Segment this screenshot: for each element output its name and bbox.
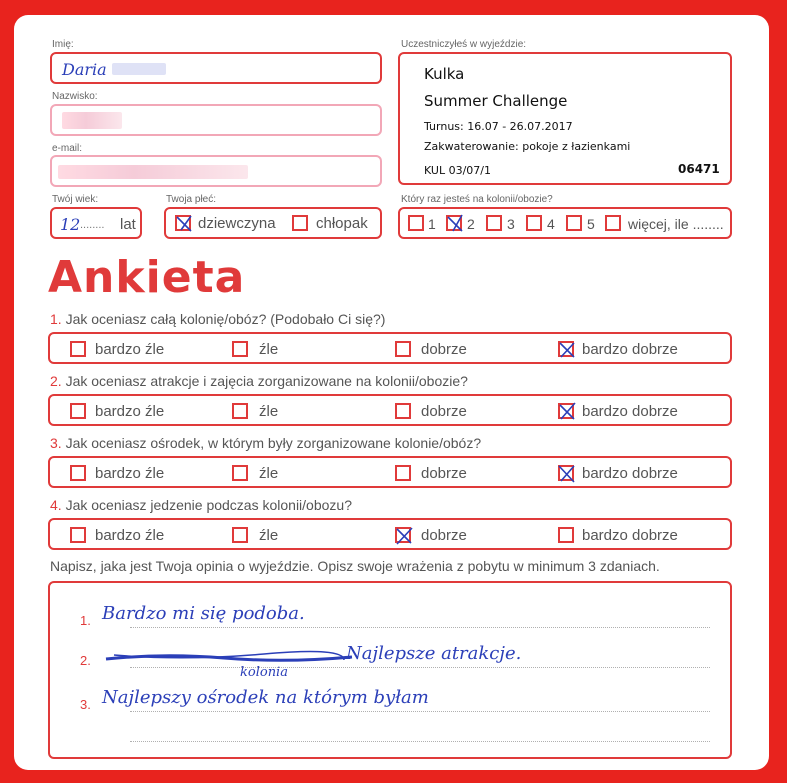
crossed-out-text xyxy=(104,647,354,667)
ruled-line xyxy=(130,741,710,742)
q1-bad-label: źle xyxy=(259,341,279,358)
ruled-line xyxy=(130,667,710,668)
redacted-surname xyxy=(62,112,122,129)
ruled-line xyxy=(130,711,710,712)
question-3-options xyxy=(48,456,732,488)
q4-good-checkbox[interactable] xyxy=(395,527,411,543)
times-more-label: więcej, ile ........ xyxy=(628,216,724,232)
times-3-checkbox[interactable] xyxy=(486,215,502,231)
times-3-label: 3 xyxy=(507,216,515,232)
q2-good-label: dobrze xyxy=(421,403,467,420)
age-field[interactable] xyxy=(50,207,142,239)
q4-very-good-checkbox[interactable] xyxy=(558,527,574,543)
opinion-line-3-number: 3. xyxy=(80,697,91,712)
age-dots: ........ xyxy=(80,219,105,231)
question-1-options xyxy=(48,332,732,364)
q4-bad-label: źle xyxy=(259,527,279,544)
strikethrough-scribble-icon xyxy=(104,647,354,667)
q4-good-label: dobrze xyxy=(421,527,467,544)
gender-girl-checkbox[interactable] xyxy=(175,215,191,231)
q2-very-bad-label: bardzo źle xyxy=(95,403,165,420)
question-1-text: Jak oceniasz całą kolonię/obóz? (Podobało Ci się?) xyxy=(65,311,386,327)
ruled-line xyxy=(130,627,710,628)
q1-very-bad-label: bardzo źle xyxy=(95,341,165,358)
redacted-surname-scribble xyxy=(112,63,166,75)
question-4-text: Jak oceniasz jedzenie podczas kolonii/obozu? xyxy=(65,497,352,513)
times-field xyxy=(398,207,732,239)
q2-good-checkbox[interactable] xyxy=(395,403,411,419)
q3-bad-checkbox[interactable] xyxy=(232,465,248,481)
question-1-number: 1. xyxy=(50,311,62,327)
question-3-number: 3. xyxy=(50,435,62,451)
times-2-checkbox[interactable] xyxy=(446,215,462,231)
q3-very-bad-checkbox[interactable] xyxy=(70,465,86,481)
opinion-line-3-insert: kolonia xyxy=(240,665,288,680)
surname-field[interactable] xyxy=(50,104,382,136)
name-field[interactable] xyxy=(50,52,382,84)
checkmark-icon xyxy=(556,401,578,423)
question-4 xyxy=(50,497,352,513)
q1-very-bad-checkbox[interactable] xyxy=(70,341,86,357)
opinion-prompt: Napisz, jaka jest Twoja opinia o wyjeździe. Opisz swoje wrażenia z pobytu w minimum 3 zdaniach. xyxy=(50,558,660,574)
survey-sheet xyxy=(14,15,769,770)
question-2-number: 2. xyxy=(50,373,62,389)
q1-good-checkbox[interactable] xyxy=(395,341,411,357)
q4-very-bad-label: bardzo źle xyxy=(95,527,165,544)
q3-bad-label: źle xyxy=(259,465,279,482)
q2-very-bad-checkbox[interactable] xyxy=(70,403,86,419)
opinion-line-2-text: Najlepsze atrakcje. xyxy=(346,643,522,664)
question-2-text: Jak oceniasz atrakcje i zajęcia zorganizowane na kolonii/obozie? xyxy=(65,373,468,389)
trip-number: 06471 xyxy=(678,162,720,176)
checkmark-icon xyxy=(393,525,415,547)
question-3-text: Jak oceniasz ośrodek, w którym były zorganizowane kolonie/obóz? xyxy=(65,435,482,451)
q1-very-good-label: bardzo dobrze xyxy=(582,341,678,358)
trip-turnus: Turnus: 16.07 - 26.07.2017 xyxy=(424,120,573,133)
trip-label: Uczestniczyłeś w wyjeździe: xyxy=(401,39,527,50)
opinion-line-1-number: 1. xyxy=(80,613,91,628)
opinion-line-2-number: 2. xyxy=(80,653,91,668)
name-label: Imię: xyxy=(52,39,74,50)
times-4-checkbox[interactable] xyxy=(526,215,542,231)
opinion-box[interactable] xyxy=(48,581,732,759)
question-2 xyxy=(50,373,468,389)
q1-good-label: dobrze xyxy=(421,341,467,358)
q3-good-label: dobrze xyxy=(421,465,467,482)
trip-box xyxy=(398,52,732,185)
q1-bad-checkbox[interactable] xyxy=(232,341,248,357)
checkmark-icon xyxy=(173,213,195,235)
age-value: 12 xyxy=(60,215,81,234)
email-field[interactable] xyxy=(50,155,382,187)
times-label: Który raz jesteś na kolonii/obozie? xyxy=(401,194,553,205)
email-label: e-mail: xyxy=(52,143,83,154)
gender-girl-label: dziewczyna xyxy=(198,215,276,232)
trip-lodging: Zakwaterowanie: pokoje z łazienkami xyxy=(424,140,631,153)
times-1-checkbox[interactable] xyxy=(408,215,424,231)
times-5-label: 5 xyxy=(587,216,595,232)
q2-bad-label: źle xyxy=(259,403,279,420)
times-4-label: 4 xyxy=(547,216,555,232)
q2-very-good-checkbox[interactable] xyxy=(558,403,574,419)
q4-very-good-label: bardzo dobrze xyxy=(582,527,678,544)
q4-bad-checkbox[interactable] xyxy=(232,527,248,543)
q2-very-good-label: bardzo dobrze xyxy=(582,403,678,420)
q3-very-bad-label: bardzo źle xyxy=(95,465,165,482)
redacted-email xyxy=(58,165,248,179)
checkmark-icon xyxy=(556,339,578,361)
q2-bad-checkbox[interactable] xyxy=(232,403,248,419)
gender-label: Twoja płeć: xyxy=(166,194,217,205)
q1-very-good-checkbox[interactable] xyxy=(558,341,574,357)
trip-code: KUL 03/07/1 xyxy=(424,164,491,177)
gender-field xyxy=(164,207,382,239)
times-more-checkbox[interactable] xyxy=(605,215,621,231)
times-5-checkbox[interactable] xyxy=(566,215,582,231)
age-unit: lat xyxy=(120,216,136,233)
checkmark-icon xyxy=(556,463,578,485)
times-1-label: 1 xyxy=(428,216,436,232)
question-1 xyxy=(50,311,385,327)
question-4-options xyxy=(48,518,732,550)
q3-good-checkbox[interactable] xyxy=(395,465,411,481)
trip-name-line2: Summer Challenge xyxy=(424,92,568,110)
surname-label: Nazwisko: xyxy=(52,91,98,102)
name-value: Daria xyxy=(62,60,107,79)
page-title: Ankieta xyxy=(48,252,246,303)
opinion-line-3-text: Najlepszy ośrodek na którym byłam xyxy=(102,687,429,708)
question-3 xyxy=(50,435,481,451)
q3-very-good-checkbox[interactable] xyxy=(558,465,574,481)
opinion-line-1-text: Bardzo mi się podoba. xyxy=(102,603,305,624)
checkmark-icon xyxy=(444,213,466,235)
question-4-number: 4. xyxy=(50,497,62,513)
gender-boy-checkbox[interactable] xyxy=(292,215,308,231)
q3-very-good-label: bardzo dobrze xyxy=(582,465,678,482)
trip-name-line1: Kulka xyxy=(424,65,465,83)
q4-very-bad-checkbox[interactable] xyxy=(70,527,86,543)
age-label: Twój wiek: xyxy=(52,194,99,205)
question-2-options xyxy=(48,394,732,426)
times-2-label: 2 xyxy=(467,216,475,232)
gender-boy-label: chłopak xyxy=(316,215,368,232)
